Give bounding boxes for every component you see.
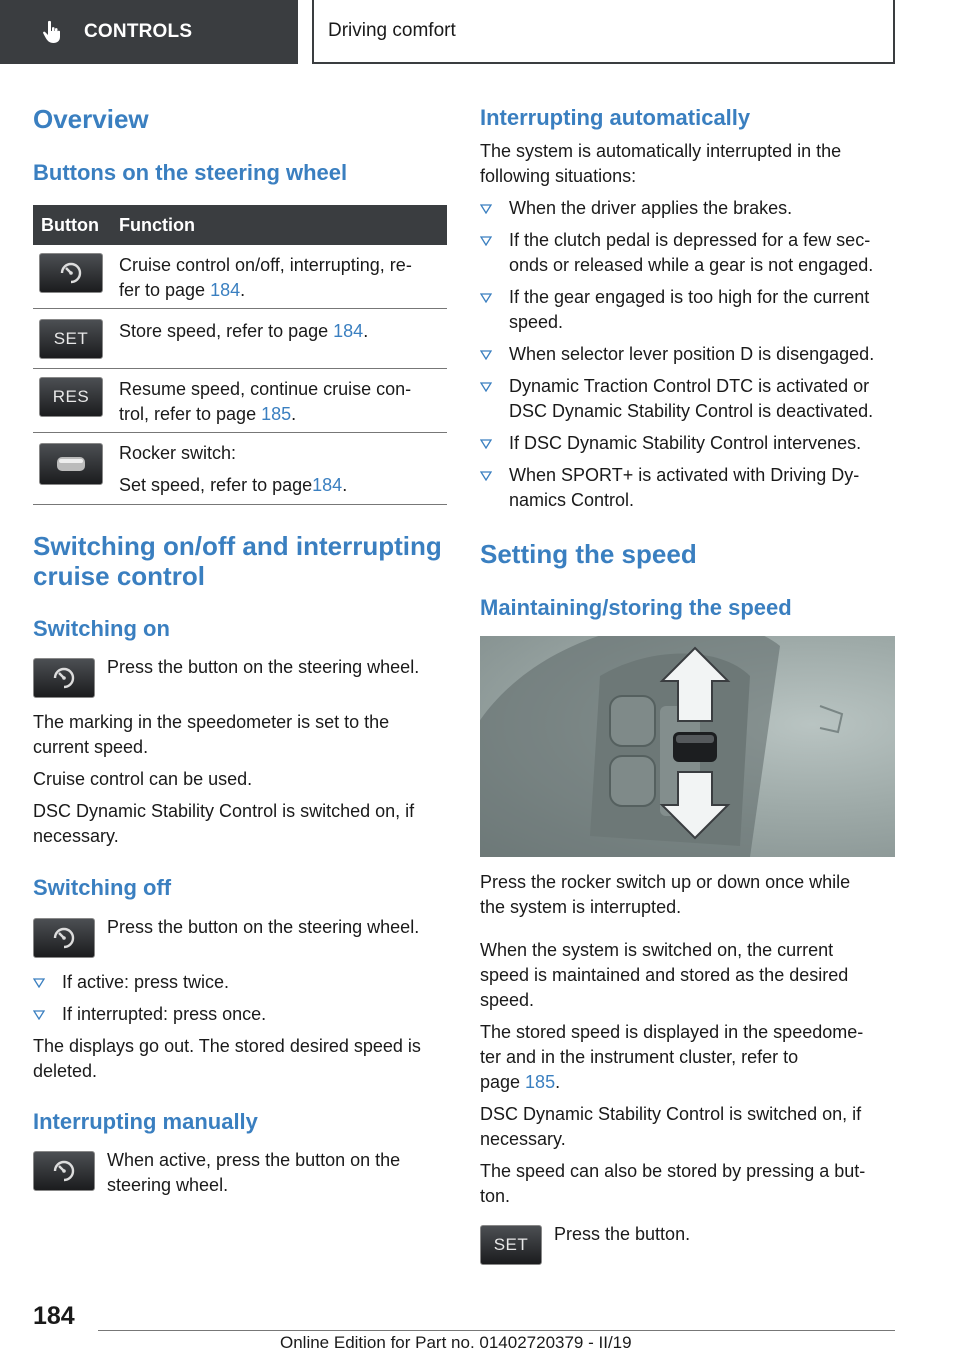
header-section-title: CONTROLS: [84, 21, 193, 42]
list-item-text: If the clutch pedal is depressed for a few sec-: [509, 230, 871, 250]
list-item: [480, 342, 874, 367]
paragraph: ter and in the instrument cluster, refer to: [480, 1047, 799, 1067]
footer-edition: Online Edition for Part no. 01402720379 - II/19: [280, 1333, 632, 1352]
list-item-text: When selector lever position D is disengaged.: [509, 344, 875, 364]
table-row: Cruise control on/off, interrupting, re- fer to page 184.: [33, 245, 447, 309]
page-link[interactable]: 185: [525, 1072, 556, 1092]
list-item-text: speed.: [509, 312, 564, 332]
paragraph: When the system is switched on, the current: [480, 940, 834, 960]
press-the-button-text: Press the button.: [554, 1224, 691, 1244]
triangle-bullet-icon: [480, 293, 492, 303]
triangle-bullet-icon: [480, 471, 492, 481]
header-chapter-box: [312, 0, 895, 64]
cruise-control-icon: [33, 918, 95, 958]
paragraph: The speed can also be stored by pressing a but-: [480, 1161, 866, 1181]
paragraph: ton.: [480, 1186, 511, 1206]
paragraph: The stored speed is displayed in the speedome-: [480, 1022, 864, 1042]
page-link[interactable]: 185: [261, 404, 292, 424]
list-item-text: When the driver applies the brakes.: [509, 198, 793, 218]
paragraph: steering wheel.: [107, 1175, 229, 1195]
col-function-header: Function: [119, 214, 195, 235]
footer-divider: [98, 1330, 895, 1331]
row-function-text: Store speed, refer to page: [119, 321, 334, 341]
cruise-control-icon: [39, 253, 103, 293]
list-item: If interrupted: press once.: [33, 1002, 266, 1027]
interrupting-manually-heading: Interrupting manually: [33, 1109, 258, 1134]
buttons-table: [33, 205, 447, 505]
list-item: [480, 463, 859, 513]
setting-speed-heading: Setting the speed: [480, 539, 697, 569]
list-item-text: namics Control.: [509, 490, 635, 510]
steering-wheel-rocker-illustration: [480, 636, 895, 857]
paragraph: The displays go out. The stored desired speed is: [33, 1036, 421, 1056]
list-item-text: If DSC Dynamic Stability Control intervenes.: [509, 433, 862, 453]
paragraph: necessary.: [480, 1129, 566, 1149]
interrupting-auto-heading: Interrupting automatically: [480, 105, 751, 130]
page-link[interactable]: 184: [312, 475, 343, 495]
triangle-bullet-icon: [480, 439, 492, 449]
paragraph: deleted.: [33, 1061, 98, 1081]
header-section-tab: [0, 0, 298, 64]
set-button: SET: [480, 1225, 542, 1265]
rocker-switch-icon: [39, 443, 103, 485]
paragraph: following situations:: [480, 166, 637, 186]
triangle-bullet-icon: [480, 350, 492, 360]
table-row: Rocker switch: Set speed, refer to page184.: [33, 433, 447, 505]
res-button: RES: [39, 377, 103, 417]
maintaining-heading: Maintaining/storing the speed: [480, 595, 792, 620]
buttons-heading: Buttons on the steering wheel: [33, 160, 348, 185]
paragraph: necessary.: [33, 826, 119, 846]
paragraph: DSC Dynamic Stability Control is switched on, if: [480, 1104, 862, 1124]
list-item: [480, 228, 873, 278]
list-item: [480, 431, 861, 456]
paragraph: Press the rocker switch up or down once while: [480, 872, 851, 892]
paragraph: the system is interrupted.: [480, 897, 682, 917]
switching-heading-line2: cruise control: [33, 561, 205, 591]
paragraph: speed is maintained and stored as the desired: [480, 965, 849, 985]
paragraph: DSC Dynamic Stability Control is switched on, if: [33, 801, 415, 821]
list-item-text: If the gear engaged is too high for the current: [509, 287, 870, 307]
switching-on-heading: Switching on: [33, 616, 170, 641]
list-item: [480, 196, 792, 221]
switching-off-heading: Switching off: [33, 875, 172, 900]
triangle-bullet-icon: [480, 236, 492, 246]
paragraph: page 185.: [480, 1072, 561, 1092]
press-button-text: Press the button on the steering wheel.: [107, 657, 420, 677]
list-item: [480, 374, 873, 424]
steering-wheel-photo: [480, 636, 895, 857]
list-item-text: Dynamic Traction Control DTC is activated or: [509, 376, 870, 396]
row-function-text: Rocker switch:: [119, 443, 237, 463]
list-item-text: onds or released while a gear is not engaged.: [509, 255, 874, 275]
paragraph: Cruise control can be used.: [33, 769, 253, 789]
row-function-text: Cruise control on/off, interrupting, re-: [119, 255, 412, 275]
triangle-bullet-icon: [480, 382, 492, 392]
paragraph: The marking in the speedometer is set to the: [33, 712, 390, 732]
list-item-text: DSC Dynamic Stability Control is deactivated.: [509, 401, 874, 421]
row-function-text: Resume speed, continue cruise con-: [119, 379, 412, 399]
overview-heading: Overview: [33, 104, 149, 134]
table-row: RES Resume speed, continue cruise con- trol, refer to page 185.: [33, 369, 447, 433]
page-link[interactable]: 184: [210, 280, 241, 300]
list-item: If active: press twice.: [33, 970, 229, 995]
switching-heading-line1: Switching on/off and interrupting: [33, 531, 442, 561]
page-number: 184: [33, 1302, 75, 1330]
triangle-bullet-icon: [33, 1010, 45, 1020]
triangle-bullet-icon: [480, 204, 492, 214]
list-item: [480, 285, 869, 335]
cruise-control-icon: [33, 1151, 95, 1191]
set-button: SET: [39, 319, 103, 359]
press-button-text: Press the button on the steering wheel.: [107, 917, 420, 937]
table-header: [33, 205, 447, 245]
paragraph: When active, press the button on the: [107, 1150, 401, 1170]
cruise-control-icon: [33, 658, 95, 698]
header-chapter-title: Driving comfort: [328, 20, 456, 41]
paragraph: The system is automatically interrupted in the: [480, 141, 842, 161]
list-item-text: When SPORT+ is activated with Driving Dy-: [509, 465, 860, 485]
hand-pointer-icon: [42, 20, 62, 44]
col-button-header: Button: [41, 214, 99, 235]
page-link[interactable]: 184: [333, 321, 364, 341]
paragraph: current speed.: [33, 737, 149, 757]
triangle-bullet-icon: [33, 978, 45, 988]
paragraph: speed.: [480, 990, 535, 1010]
table-row: SET Store speed, refer to page 184.: [33, 309, 447, 369]
